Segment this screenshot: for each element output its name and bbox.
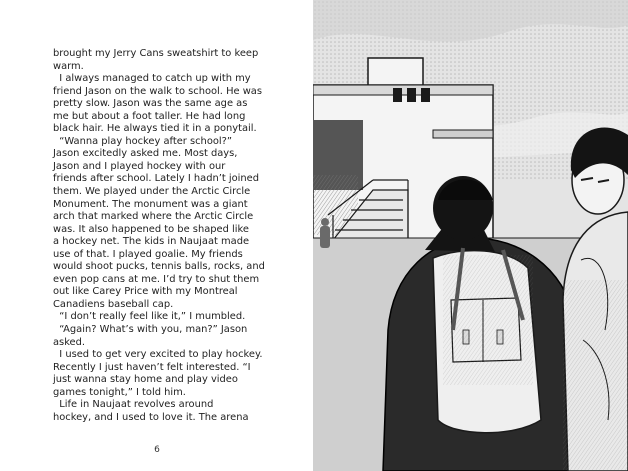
text-line: Canadiens baseball cap. <box>53 298 174 310</box>
text-line: warm. <box>53 60 84 72</box>
text-line: use of that. I played goalie. My friends <box>53 248 243 260</box>
text-line: friend Jason on the walk to school. He was <box>53 85 262 97</box>
text-line: games tonight,” I told him. <box>53 386 186 398</box>
taller-boy <box>563 128 628 471</box>
text-line: asked. <box>53 336 86 348</box>
text-line: them. We played under the Arctic Circle <box>53 186 251 198</box>
text-line: I used to get very excited to play hockey. <box>53 349 263 361</box>
text-line: hockey, and I used to love it. The arena <box>53 411 249 423</box>
text-line: black hair. He always tied it in a ponytail. <box>53 123 257 135</box>
text-line: would shoot pucks, tennis balls, rocks, and <box>53 261 265 273</box>
text-line: out like Carey Price with my Montreal <box>53 286 238 298</box>
page-number: 6 <box>154 445 160 455</box>
text-line: was. It also happened to be shaped like <box>53 223 249 235</box>
text-line: Recently I just haven’t felt interested. “I <box>53 361 251 373</box>
text-line: brought my Jerry Cans sweatshirt to keep <box>53 48 259 59</box>
text-line: just wanna stay home and play video <box>53 374 238 386</box>
comic-illustration-icon <box>313 0 628 471</box>
text-line: pretty slow. Jason was the same age as <box>53 98 248 110</box>
text-line: “Again? What’s with you, man?” Jason <box>53 324 248 336</box>
text-line: Jason excitedly asked me. Most days, <box>53 148 238 160</box>
text-line: arch that marked where the Arctic Circle <box>53 211 254 223</box>
text-line: friends after school. Lately I hadn’t joined <box>53 173 260 185</box>
text-line: a hockey net. The kids in Naujaat made <box>53 236 250 248</box>
text-line: I always managed to catch up with my <box>53 73 251 85</box>
story-text <box>53 48 285 424</box>
text-line: Jason and I played hockey with our <box>53 160 226 172</box>
left-page <box>0 0 313 471</box>
text-line: “Wanna play hockey after school?” <box>53 135 233 147</box>
right-page-illustration <box>313 0 628 471</box>
distant-person <box>320 218 330 248</box>
text-line: me but about a foot taller. He had long <box>53 110 246 122</box>
text-line: Life in Naujaat revolves around <box>53 399 214 411</box>
text-line: “I don’t really feel like it,” I mumbled. <box>53 311 246 323</box>
text-line: Monument. The monument was a giant <box>53 198 248 210</box>
text-line: even pop cans at me. I’d try to shut them <box>53 273 260 285</box>
